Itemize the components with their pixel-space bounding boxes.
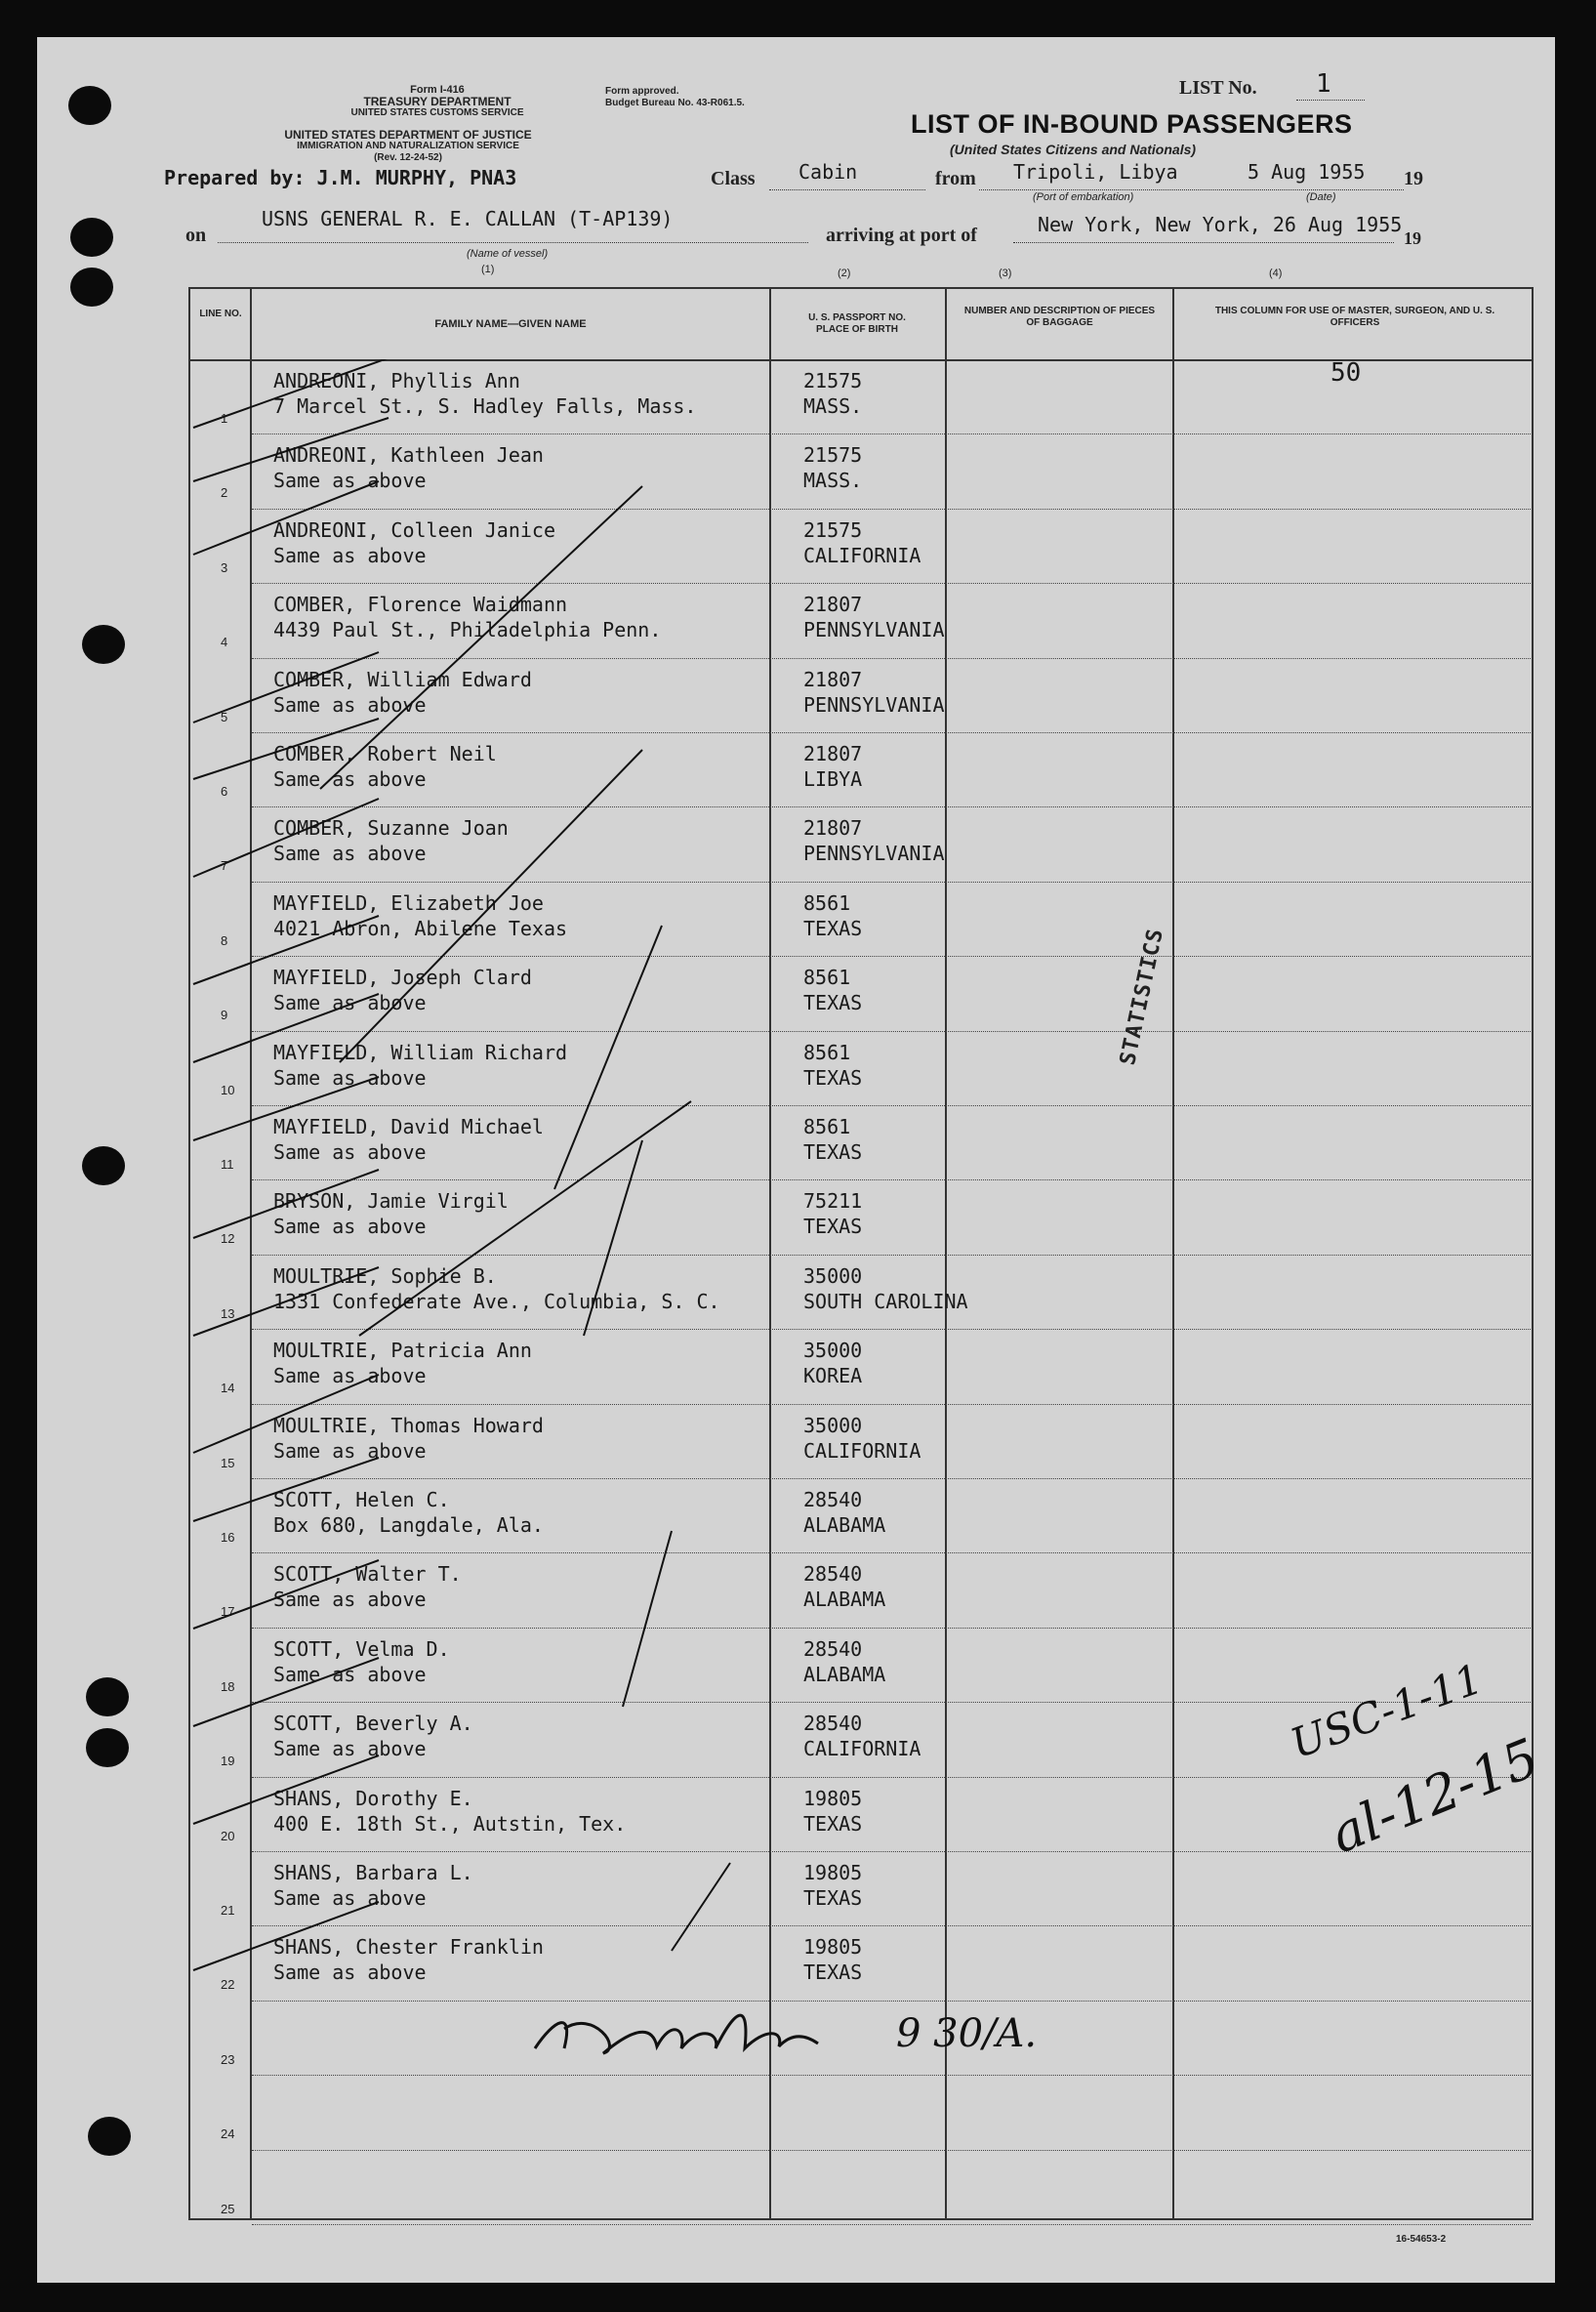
passenger-address: Same as above	[273, 1737, 427, 1761]
passenger-name: SCOTT, Velma D.	[273, 1636, 450, 1661]
line-number: 1	[221, 411, 228, 426]
passenger-name: ANDREONI, Colleen Janice	[273, 517, 555, 542]
passenger-address: 400 E. 18th St., Autstin, Tex.	[273, 1811, 627, 1836]
punch-hole	[82, 1146, 125, 1185]
passenger-address: Same as above	[273, 1215, 427, 1239]
punch-hole	[88, 2117, 131, 2156]
list-no-value: 1	[1316, 69, 1331, 99]
place-of-birth: CALIFORNIA	[803, 1438, 921, 1463]
arrival-port-date: New York, New York, 26 Aug 1955	[1038, 213, 1403, 236]
row-divider	[252, 2224, 1531, 2225]
year-label: 19	[1404, 168, 1423, 189]
budget-bureau: Budget Bureau No. 43-R061.5.	[605, 98, 745, 108]
passport-number: 21807	[803, 742, 863, 765]
passenger-address: Same as above	[273, 1438, 427, 1463]
vessel-name: USNS GENERAL R. E. CALLAN (T-AP139)	[262, 207, 674, 230]
line-number: 8	[221, 932, 228, 948]
col-header-officers: THIS COLUMN FOR USE OF MASTER, SURGEON, AND U. S. OFFICERS	[1214, 306, 1495, 328]
passport-number: 28540	[803, 1636, 863, 1661]
line-number: 21	[221, 1903, 235, 1918]
passenger-name: SHANS, Chester Franklin	[273, 1935, 544, 1960]
passport-number: 21807	[803, 816, 863, 841]
line-number: 24	[221, 2126, 235, 2142]
passenger-name: MAYFIELD, Elizabeth Joe	[273, 890, 544, 915]
passport-number: 21575	[803, 443, 863, 468]
signature-time: 9 30/A.	[896, 2011, 1038, 2056]
passport-number: 8561	[803, 966, 851, 990]
line-number: 6	[221, 784, 228, 799]
passenger-address: Same as above	[273, 1961, 427, 1985]
embarkation-date: 5 Aug 1955	[1248, 160, 1366, 184]
on-label: on	[185, 225, 207, 246]
passport-number: 28540	[803, 1712, 863, 1736]
revision-label: (Rev. 12-24-52)	[374, 152, 442, 163]
line-number: 20	[221, 1828, 235, 1843]
passport-number: 19805	[803, 1935, 863, 1960]
passenger-name: COMBER, Florence Waidmann	[273, 593, 568, 617]
place-of-birth: CALIFORNIA	[803, 1737, 921, 1761]
passport-number: 75211	[803, 1189, 863, 1214]
class-label: Class	[711, 168, 756, 189]
line-number: 16	[221, 1530, 235, 1545]
passenger-address: Same as above	[273, 543, 427, 567]
passport-number: 28540	[803, 1488, 863, 1511]
passport-number: 8561	[803, 890, 851, 915]
passport-number: 8561	[803, 1040, 851, 1064]
punch-hole	[86, 1677, 129, 1716]
line-number: 4	[221, 635, 228, 650]
list-no-label: LIST No.	[1179, 77, 1257, 99]
line-number: 11	[221, 1157, 234, 1172]
col-header-passport: U. S. PASSPORT NO. PLACE OF BIRTH	[808, 312, 906, 335]
passport-number: 19805	[803, 1786, 863, 1810]
ins-label: IMMIGRATION AND NATURALIZATION SERVICE	[297, 141, 519, 151]
class-value: Cabin	[798, 160, 858, 184]
passenger-name: MAYFIELD, Joseph Clard	[273, 966, 532, 990]
passenger-name: ANDREONI, Phyllis Ann	[273, 369, 520, 392]
passport-number: 35000	[803, 1413, 863, 1437]
row-divider	[252, 2075, 1531, 2076]
row-divider	[252, 2150, 1531, 2151]
col-number-4: (4)	[1269, 268, 1283, 279]
passenger-address: Same as above	[273, 767, 427, 791]
place-of-birth: TEXAS	[803, 991, 863, 1015]
line-number: 7	[221, 858, 228, 874]
date-caption: (Date)	[1306, 191, 1336, 203]
place-of-birth: TEXAS	[803, 1811, 863, 1836]
line-number: 3	[221, 559, 228, 575]
arriving-label: arriving at port of	[826, 225, 977, 246]
passenger-name: ANDREONI, Kathleen Jean	[273, 443, 544, 468]
place-of-birth: LIBYA	[803, 767, 863, 791]
line-number: 25	[221, 2201, 235, 2216]
passenger-address: 4439 Paul St., Philadelphia Penn.	[273, 618, 662, 642]
prepared-by: Prepared by: J.M. MURPHY, PNA3	[164, 166, 517, 189]
passenger-address: Same as above	[273, 1364, 427, 1388]
punch-hole	[86, 1728, 129, 1767]
passenger-address: 7 Marcel St., S. Hadley Falls, Mass.	[273, 394, 697, 418]
punch-hole	[70, 218, 113, 257]
passenger-name: MAYFIELD, William Richard	[273, 1040, 568, 1064]
line-number: 18	[221, 1678, 235, 1694]
passenger-address: Same as above	[273, 1065, 427, 1090]
passport-number: 35000	[803, 1339, 863, 1363]
line-number: 9	[221, 1008, 228, 1023]
place-of-birth: TEXAS	[803, 1065, 863, 1090]
passenger-name: MOULTRIE, Sophie B.	[273, 1263, 497, 1288]
passenger-address: Same as above	[273, 1140, 427, 1164]
passenger-address: Same as above	[273, 1588, 427, 1612]
col-number-1: (1)	[481, 264, 495, 275]
passport-number: 35000	[803, 1263, 863, 1288]
passport-number: 8561	[803, 1115, 851, 1138]
officer-note: 50	[1330, 358, 1362, 388]
port-caption: (Port of embarkation)	[1033, 191, 1134, 203]
justice-label: UNITED STATES DEPARTMENT OF JUSTICE	[284, 128, 532, 142]
col-number-3: (3)	[999, 268, 1012, 279]
page-title: LIST OF IN-BOUND PASSENGERS	[911, 109, 1353, 139]
passenger-name: MOULTRIE, Patricia Ann	[273, 1339, 532, 1363]
passenger-name: COMBER, Robert Neil	[273, 742, 497, 765]
place-of-birth: MASS.	[803, 469, 863, 493]
passport-number: 21575	[803, 369, 863, 392]
place-of-birth: SOUTH CAROLINA	[803, 1289, 968, 1313]
form-approved: Form approved.	[605, 86, 679, 97]
col-header-line-no: LINE NO.	[199, 309, 242, 319]
footer-code: 16-54653-2	[1396, 2234, 1447, 2245]
passport-number: 21807	[803, 593, 863, 617]
passenger-name: SCOTT, Helen C.	[273, 1488, 450, 1511]
form-number: Form I-416	[410, 84, 465, 96]
vessel-caption: (Name of vessel)	[467, 248, 549, 260]
place-of-birth: TEXAS	[803, 1215, 863, 1239]
passenger-name: SHANS, Barbara L.	[273, 1861, 473, 1884]
passport-number: 21575	[803, 517, 863, 542]
passenger-address: Same as above	[273, 1886, 427, 1910]
passenger-name: BRYSON, Jamie Virgil	[273, 1189, 509, 1214]
passenger-address: Same as above	[273, 842, 427, 866]
passenger-address: Same as above	[273, 469, 427, 493]
from-label: from	[935, 168, 976, 189]
line-number: 14	[221, 1381, 235, 1396]
place-of-birth: CALIFORNIA	[803, 543, 921, 567]
passport-number: 19805	[803, 1861, 863, 1884]
place-of-birth: TEXAS	[803, 1140, 863, 1164]
passenger-address: Box 680, Langdale, Ala.	[273, 1513, 544, 1537]
customs-label: UNITED STATES CUSTOMS SERVICE	[350, 107, 524, 118]
place-of-birth: PENNSYLVANIA	[803, 692, 945, 717]
line-number: 17	[221, 1604, 235, 1620]
passenger-address: Same as above	[273, 991, 427, 1015]
passport-number: 21807	[803, 667, 863, 691]
passenger-name: SCOTT, Beverly A.	[273, 1712, 473, 1736]
page-subtitle: (United States Citizens and Nationals)	[950, 142, 1197, 157]
passenger-name: COMBER, Suzanne Joan	[273, 816, 509, 841]
place-of-birth: ALABAMA	[803, 1662, 886, 1686]
passenger-name: MAYFIELD, David Michael	[273, 1115, 544, 1138]
port-of-embarkation: Tripoli, Libya	[1013, 160, 1178, 184]
passenger-name: COMBER, William Edward	[273, 667, 532, 691]
place-of-birth: KOREA	[803, 1364, 863, 1388]
line-number: 12	[221, 1231, 235, 1247]
line-number: 13	[221, 1305, 235, 1321]
col-number-2: (2)	[838, 268, 851, 279]
col-header-name: FAMILY NAME—GIVEN NAME	[434, 318, 587, 330]
line-number: 23	[221, 2051, 235, 2067]
place-of-birth: TEXAS	[803, 1961, 863, 1985]
treasury-label: TREASURY DEPARTMENT	[363, 95, 512, 108]
line-number: 19	[221, 1754, 235, 1769]
year-label-2: 19	[1404, 228, 1421, 248]
punch-hole	[68, 86, 111, 125]
passenger-address: Same as above	[273, 1662, 427, 1686]
passenger-name: MOULTRIE, Thomas Howard	[273, 1413, 544, 1437]
passenger-name: SHANS, Dorothy E.	[273, 1786, 473, 1810]
line-number: 10	[221, 1082, 235, 1097]
line-number: 2	[221, 485, 228, 501]
document-page	[37, 37, 1555, 2283]
statistics-stamp: STATISTICS	[1116, 926, 1169, 1068]
handwritten-note-usc: USC-1-11	[1284, 1654, 1490, 1768]
place-of-birth: ALABAMA	[803, 1588, 886, 1612]
handwritten-note-al: al-12-15	[1322, 1726, 1548, 1866]
passport-number: 28540	[803, 1562, 863, 1587]
passenger-address: Same as above	[273, 692, 427, 717]
punch-hole	[70, 268, 113, 307]
punch-hole	[82, 625, 125, 664]
place-of-birth: TEXAS	[803, 1886, 863, 1910]
col-header-baggage: NUMBER AND DESCRIPTION OF PIECES OF BAGGAGE	[963, 306, 1156, 328]
place-of-birth: MASS.	[803, 394, 863, 418]
check-marks	[184, 359, 769, 2039]
passenger-address: 4021 Abron, Abilene Texas	[273, 916, 568, 940]
line-number: 5	[221, 709, 228, 724]
line-number: 15	[221, 1455, 235, 1470]
place-of-birth: PENNSYLVANIA	[803, 618, 945, 642]
place-of-birth: TEXAS	[803, 916, 863, 940]
place-of-birth: ALABAMA	[803, 1513, 886, 1537]
place-of-birth: PENNSYLVANIA	[803, 842, 945, 866]
line-number: 22	[221, 1977, 235, 1993]
passenger-address: 1331 Confederate Ave., Columbia, S. C.	[273, 1289, 720, 1313]
passenger-name: SCOTT, Walter T.	[273, 1562, 462, 1587]
